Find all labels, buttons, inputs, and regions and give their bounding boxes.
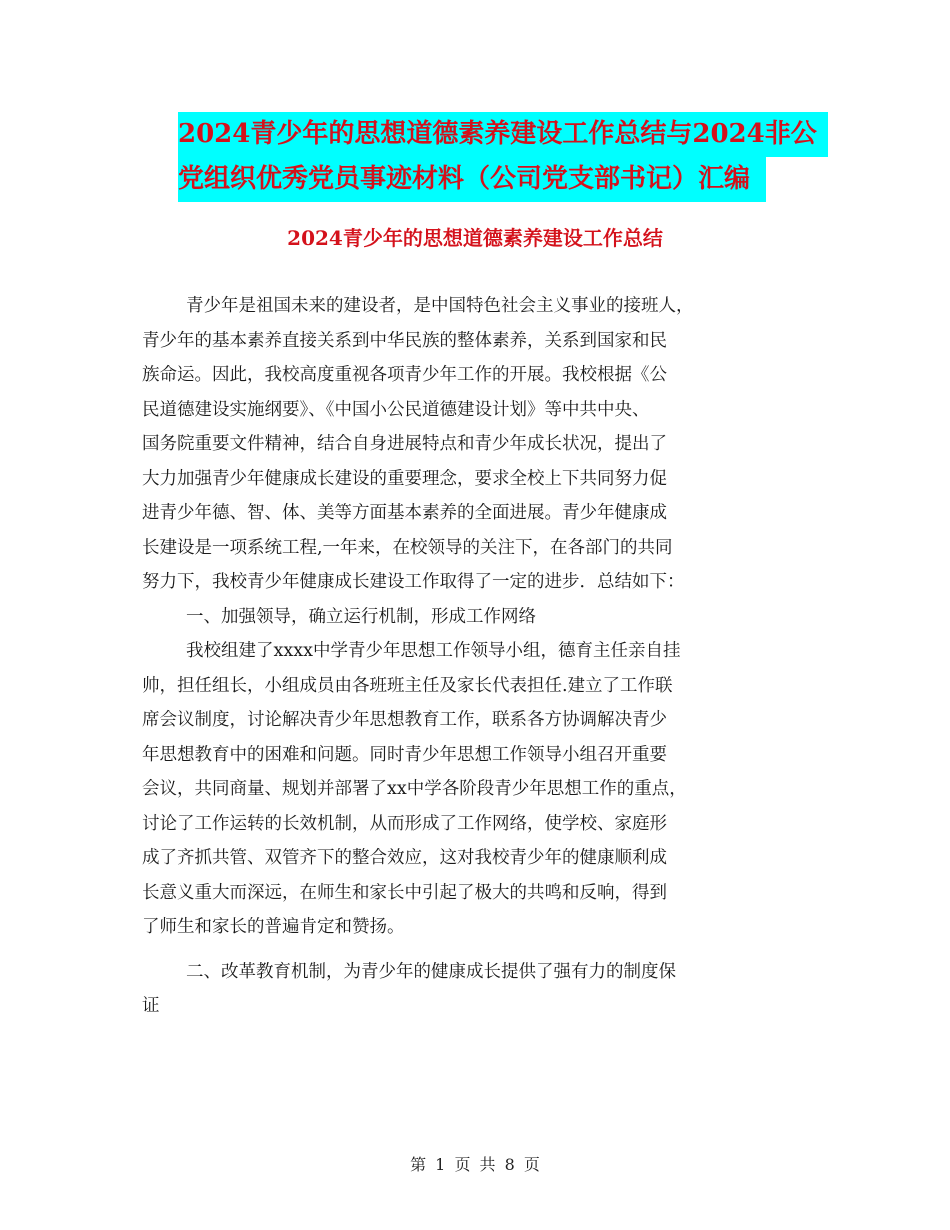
- section-heading-1: 一、加强领导，确立运行机制，形成工作网络: [186, 606, 536, 627]
- paragraph-line: 证: [142, 996, 160, 1016]
- paragraph-line: 成了齐抓共管、双管齐下的整合效应，这对我校青少年的健康顺利成: [142, 848, 667, 868]
- paragraph-line: 年思想教育中的困难和问题。同时青少年思想工作领导小组召开重要: [142, 744, 667, 765]
- paragraph-line: 进青少年德、智、体、美等方面基本素养的全面进展。青少年健康成: [142, 503, 667, 523]
- paragraph-line: 我校组建了xxxx中学青少年思想工作领导小组，德育主任亲自挂: [186, 641, 681, 661]
- section-title: 2024青少年的思想道德素养建设工作总结: [287, 226, 663, 250]
- document-title-line-2: 党组织优秀党员事迹材料（公司党支部书记）汇编: [178, 157, 766, 202]
- paragraph-line: 民道德建设实施纲要》、《中国小公民道德建设计划》等中共中央、: [142, 399, 650, 420]
- document-title-line-1: 2024青少年的思想道德素养建设工作总结与2024非公: [178, 112, 828, 157]
- paragraph-line: 了师生和家长的普遍肯定和赞扬。: [142, 917, 405, 937]
- paragraph-line: 努力下，我校青少年健康成长建设工作取得了一定的进步．总结如下：: [142, 572, 685, 592]
- paragraph-line: 青少年是祖国未来的建设者，是中国特色社会主义事业的接班人，: [186, 296, 694, 316]
- paragraph-line: 长意义重大而深远，在师生和家长中引起了极大的共鸣和反响，得到: [142, 882, 667, 903]
- paragraph-line: 讨论了工作运转的长效机制，从而形成了工作网络，使学校、家庭形: [142, 813, 667, 834]
- paragraph-line: 席会议制度，讨论解决青少年思想教育工作，联系各方协调解决青少: [142, 710, 667, 730]
- paragraph-line: 青少年的基本素养直接关系到中华民族的整体素养，关系到国家和民: [142, 330, 667, 351]
- paragraph-line: 长建设是一项系统工程,一年来，在校领导的关注下，在各部门的共同: [142, 537, 673, 558]
- paragraph-line: 族命运。因此，我校高度重视各项青少年工作的开展。我校根据《公: [142, 365, 667, 385]
- document-body: [142, 289, 812, 1024]
- paragraph-line: 大力加强青少年健康成长建设的重要理念，要求全校上下共同努力促: [142, 468, 667, 489]
- paragraph-line: 国务院重要文件精神，结合自身进展特点和青少年成长状况，提出了: [142, 434, 667, 454]
- section-heading-2: 二、改革教育机制，为青少年的健康成长提供了强有力的制度保: [186, 961, 676, 982]
- document-title: [178, 112, 838, 202]
- page-number-footer: 第 1 页 共 8 页: [410, 1155, 540, 1174]
- paragraph-line: 会议，共同商量、规划并部署了xx中学各阶段青少年思想工作的重点，: [142, 779, 687, 799]
- paragraph-line: 帅，担任组长，小组成员由各班班主任及家长代表担任.建立了工作联: [142, 675, 673, 696]
